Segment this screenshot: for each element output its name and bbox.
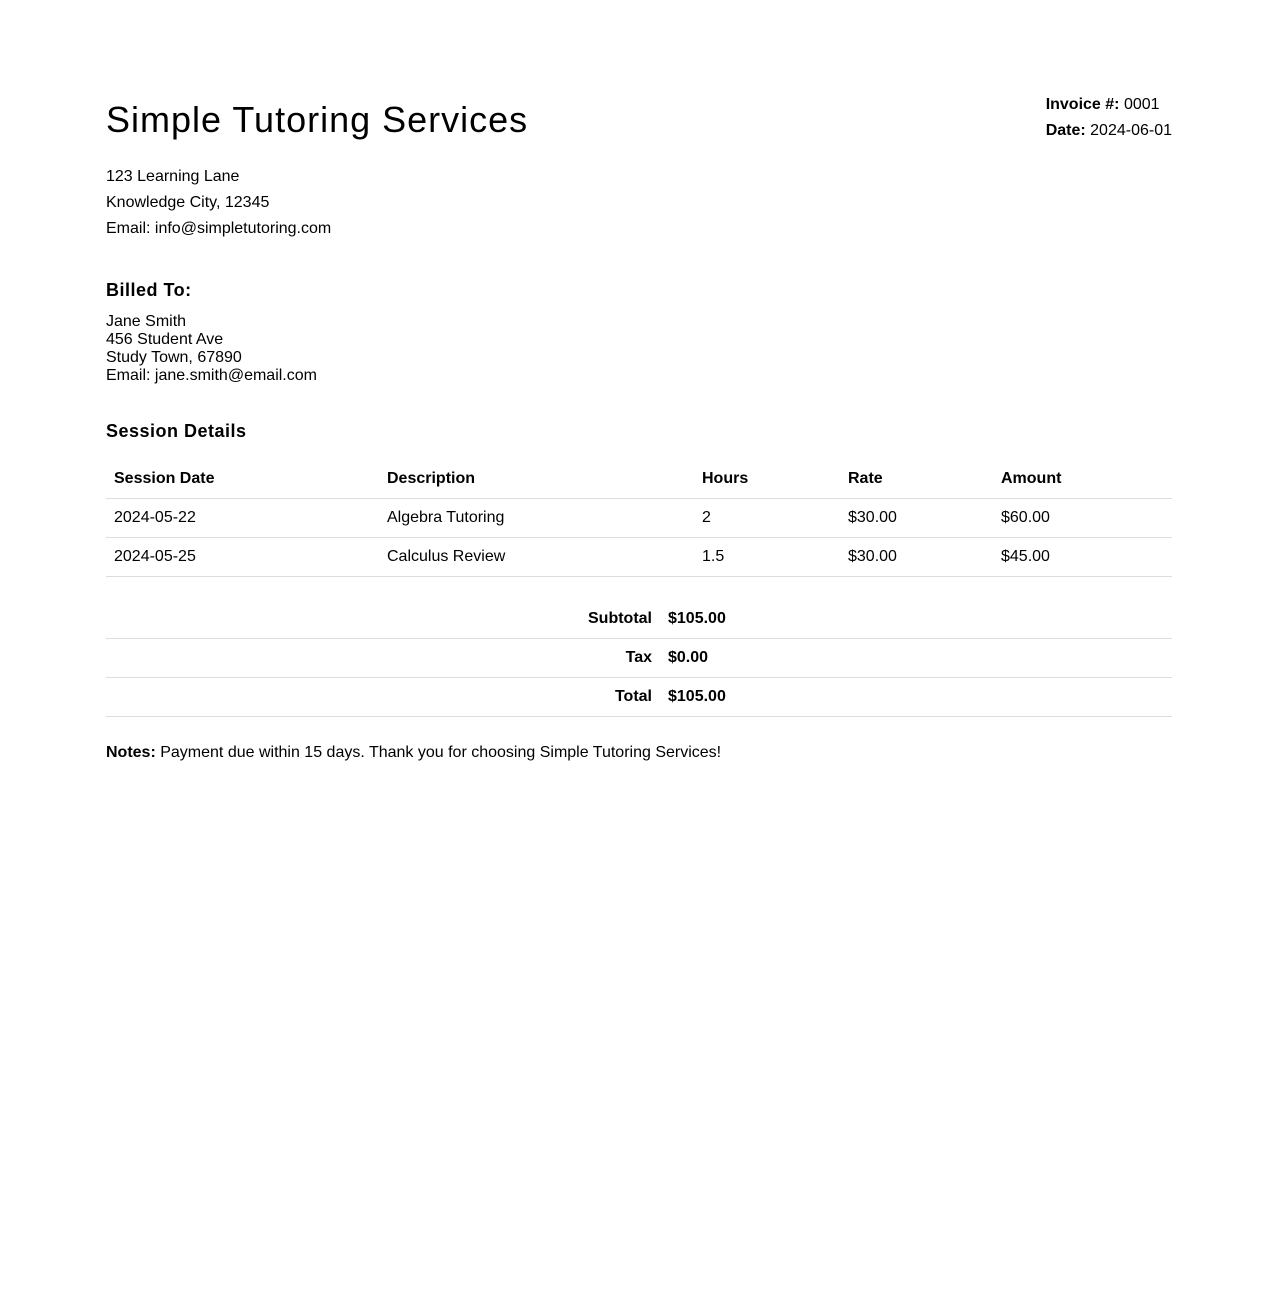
total-label: Total — [106, 678, 668, 717]
tax-label: Tax — [106, 639, 668, 678]
client-address-line2: Study Town, 67890 — [106, 349, 242, 366]
billed-to-details — [106, 313, 1172, 385]
column-header-description: Description — [379, 460, 694, 499]
session-details-section — [106, 421, 1172, 717]
table-row — [106, 538, 1172, 577]
table-row — [106, 499, 1172, 538]
session-table — [106, 460, 1172, 577]
tax-value: $0.00 — [668, 639, 1172, 678]
company-email: Email: info@simpletutoring.com — [106, 220, 332, 237]
invoice-number-row — [1046, 92, 1172, 118]
description-cell: Algebra Tutoring — [379, 499, 694, 538]
rate-cell: $30.00 — [840, 538, 993, 577]
invoice-date: 2024-06-01 — [1090, 122, 1172, 139]
subtotal-row — [106, 600, 1172, 639]
hours-cell: 1.5 — [694, 538, 840, 577]
notes — [106, 744, 1172, 762]
tax-row — [106, 639, 1172, 678]
notes-label: Notes: — [106, 744, 156, 761]
total-value: $105.00 — [668, 678, 1172, 717]
amount-cell: $45.00 — [993, 538, 1172, 577]
client-email: Email: jane.smith@email.com — [106, 367, 317, 384]
amount-cell: $60.00 — [993, 499, 1172, 538]
invoice-meta — [1046, 92, 1172, 144]
company-address-line2: Knowledge City, 12345 — [106, 194, 270, 211]
invoice-number-label: Invoice #: — [1045, 96, 1120, 113]
hours-cell: 2 — [694, 499, 840, 538]
invoice-date-label: Date: — [1045, 122, 1086, 139]
column-header-hours: Hours — [694, 460, 840, 499]
subtotal-value: $105.00 — [668, 600, 1172, 639]
company-address — [106, 164, 1172, 242]
invoice-page — [106, 0, 1172, 762]
billed-to-heading: Billed To: — [106, 280, 192, 300]
subtotal-label: Subtotal — [106, 600, 668, 639]
session-date-cell: 2024-05-22 — [106, 499, 379, 538]
rate-cell: $30.00 — [840, 499, 993, 538]
invoice-number: 0001 — [1123, 96, 1160, 113]
session-table-header — [106, 460, 1172, 499]
invoice-header — [106, 98, 1172, 158]
column-header-session-date: Session Date — [106, 460, 379, 499]
totals-table — [106, 600, 1172, 717]
company-address-line1: 123 Learning Lane — [106, 168, 240, 185]
invoice-date-row — [1046, 118, 1172, 144]
client-address-line1: 456 Student Ave — [106, 331, 224, 348]
column-header-rate: Rate — [840, 460, 993, 499]
client-name: Jane Smith — [106, 313, 187, 330]
session-details-heading: Session Details — [106, 421, 247, 441]
total-row — [106, 678, 1172, 717]
company-name: Simple Tutoring Services — [106, 99, 529, 140]
column-header-amount: Amount — [993, 460, 1172, 499]
notes-text: Payment due within 15 days. Thank you for choosing Simple Tutoring Services! — [155, 744, 722, 761]
description-cell: Calculus Review — [379, 538, 694, 577]
billed-to-section — [106, 280, 1172, 385]
session-date-cell: 2024-05-25 — [106, 538, 379, 577]
